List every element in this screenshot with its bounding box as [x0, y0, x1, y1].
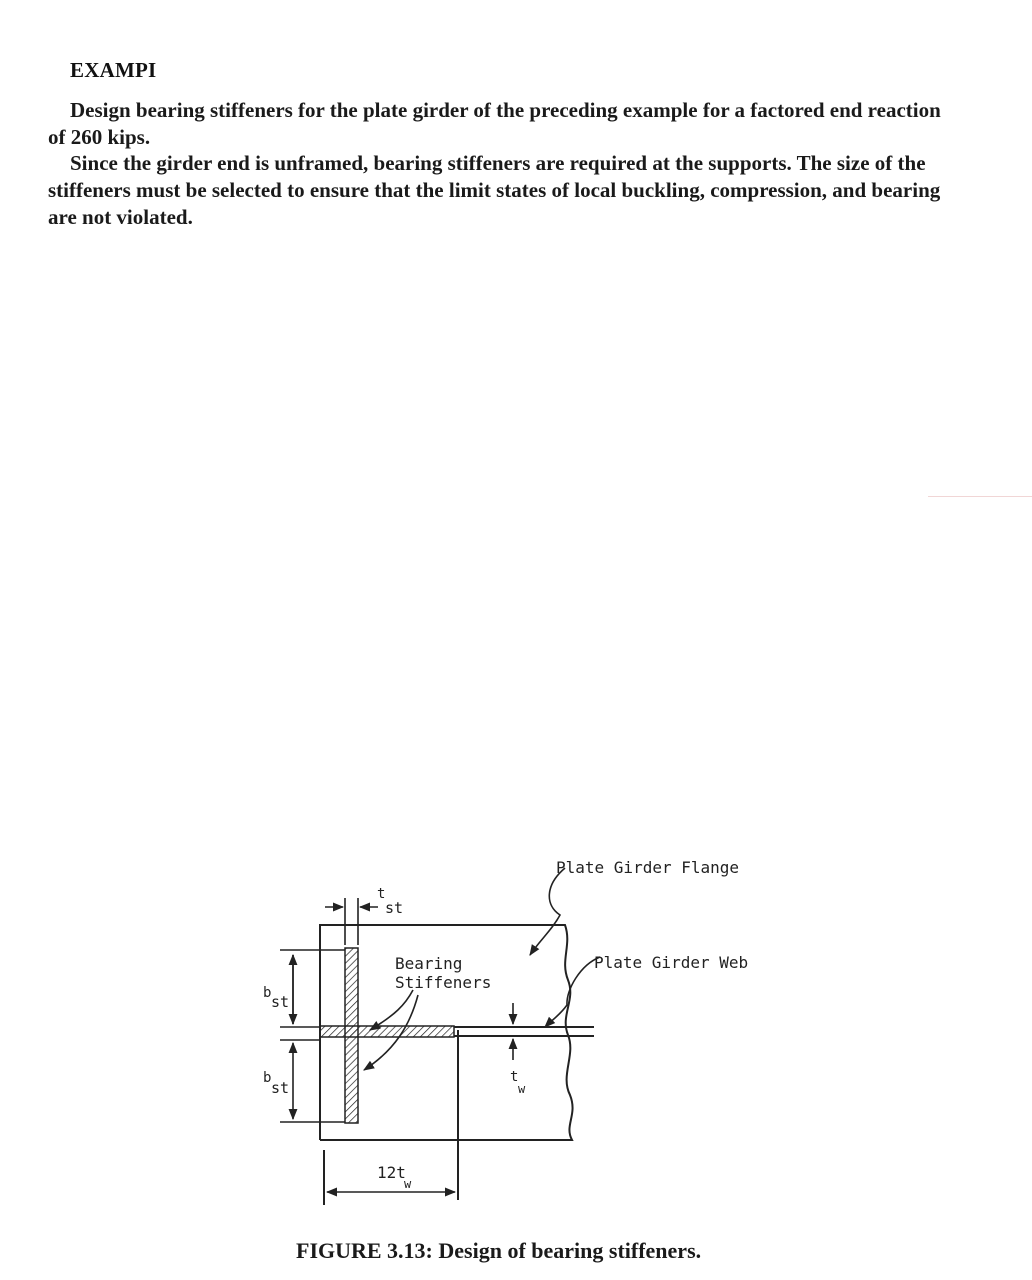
stiffeners-label-line1: Bearing: [395, 954, 463, 973]
figure-caption: FIGURE 3.13: Design of bearing stiffeners.: [296, 1238, 702, 1263]
twelve-tw-label-main: 12t: [377, 1163, 406, 1182]
tst-label-main: t: [377, 886, 386, 902]
twelve-tw-label-sub: w: [404, 1177, 412, 1191]
bst-top-label-sub: st: [271, 993, 290, 1011]
bst-top-label-main: b: [263, 985, 272, 1001]
web-hatch-strip: [320, 1026, 454, 1037]
solution-intro: Since the girder end is unframed, bearing stiffeners are required at the supports. The size of the stiffeners must be selected to ensure that the limit states of local buckling, compression, and bearing are not violated.: [48, 151, 941, 229]
tst-label-sub: st: [385, 899, 404, 917]
stiffeners-label-line2: Stiffeners: [395, 973, 492, 992]
tw-label-main: t: [510, 1069, 519, 1085]
example-heading: EXAMPI: [70, 58, 157, 82]
bst-bottom-label-main: b: [263, 1070, 272, 1086]
bst-bottom-label-sub: st: [271, 1079, 290, 1097]
flange-label: Plate Girder Flange: [556, 858, 740, 877]
tw-label-sub: w: [518, 1082, 526, 1096]
web-label: Plate Girder Web: [594, 953, 749, 972]
problem-statement: Design bearing stiffeners for the plate girder of the preceding example for a factored end reaction of 260 kips.: [48, 98, 941, 149]
